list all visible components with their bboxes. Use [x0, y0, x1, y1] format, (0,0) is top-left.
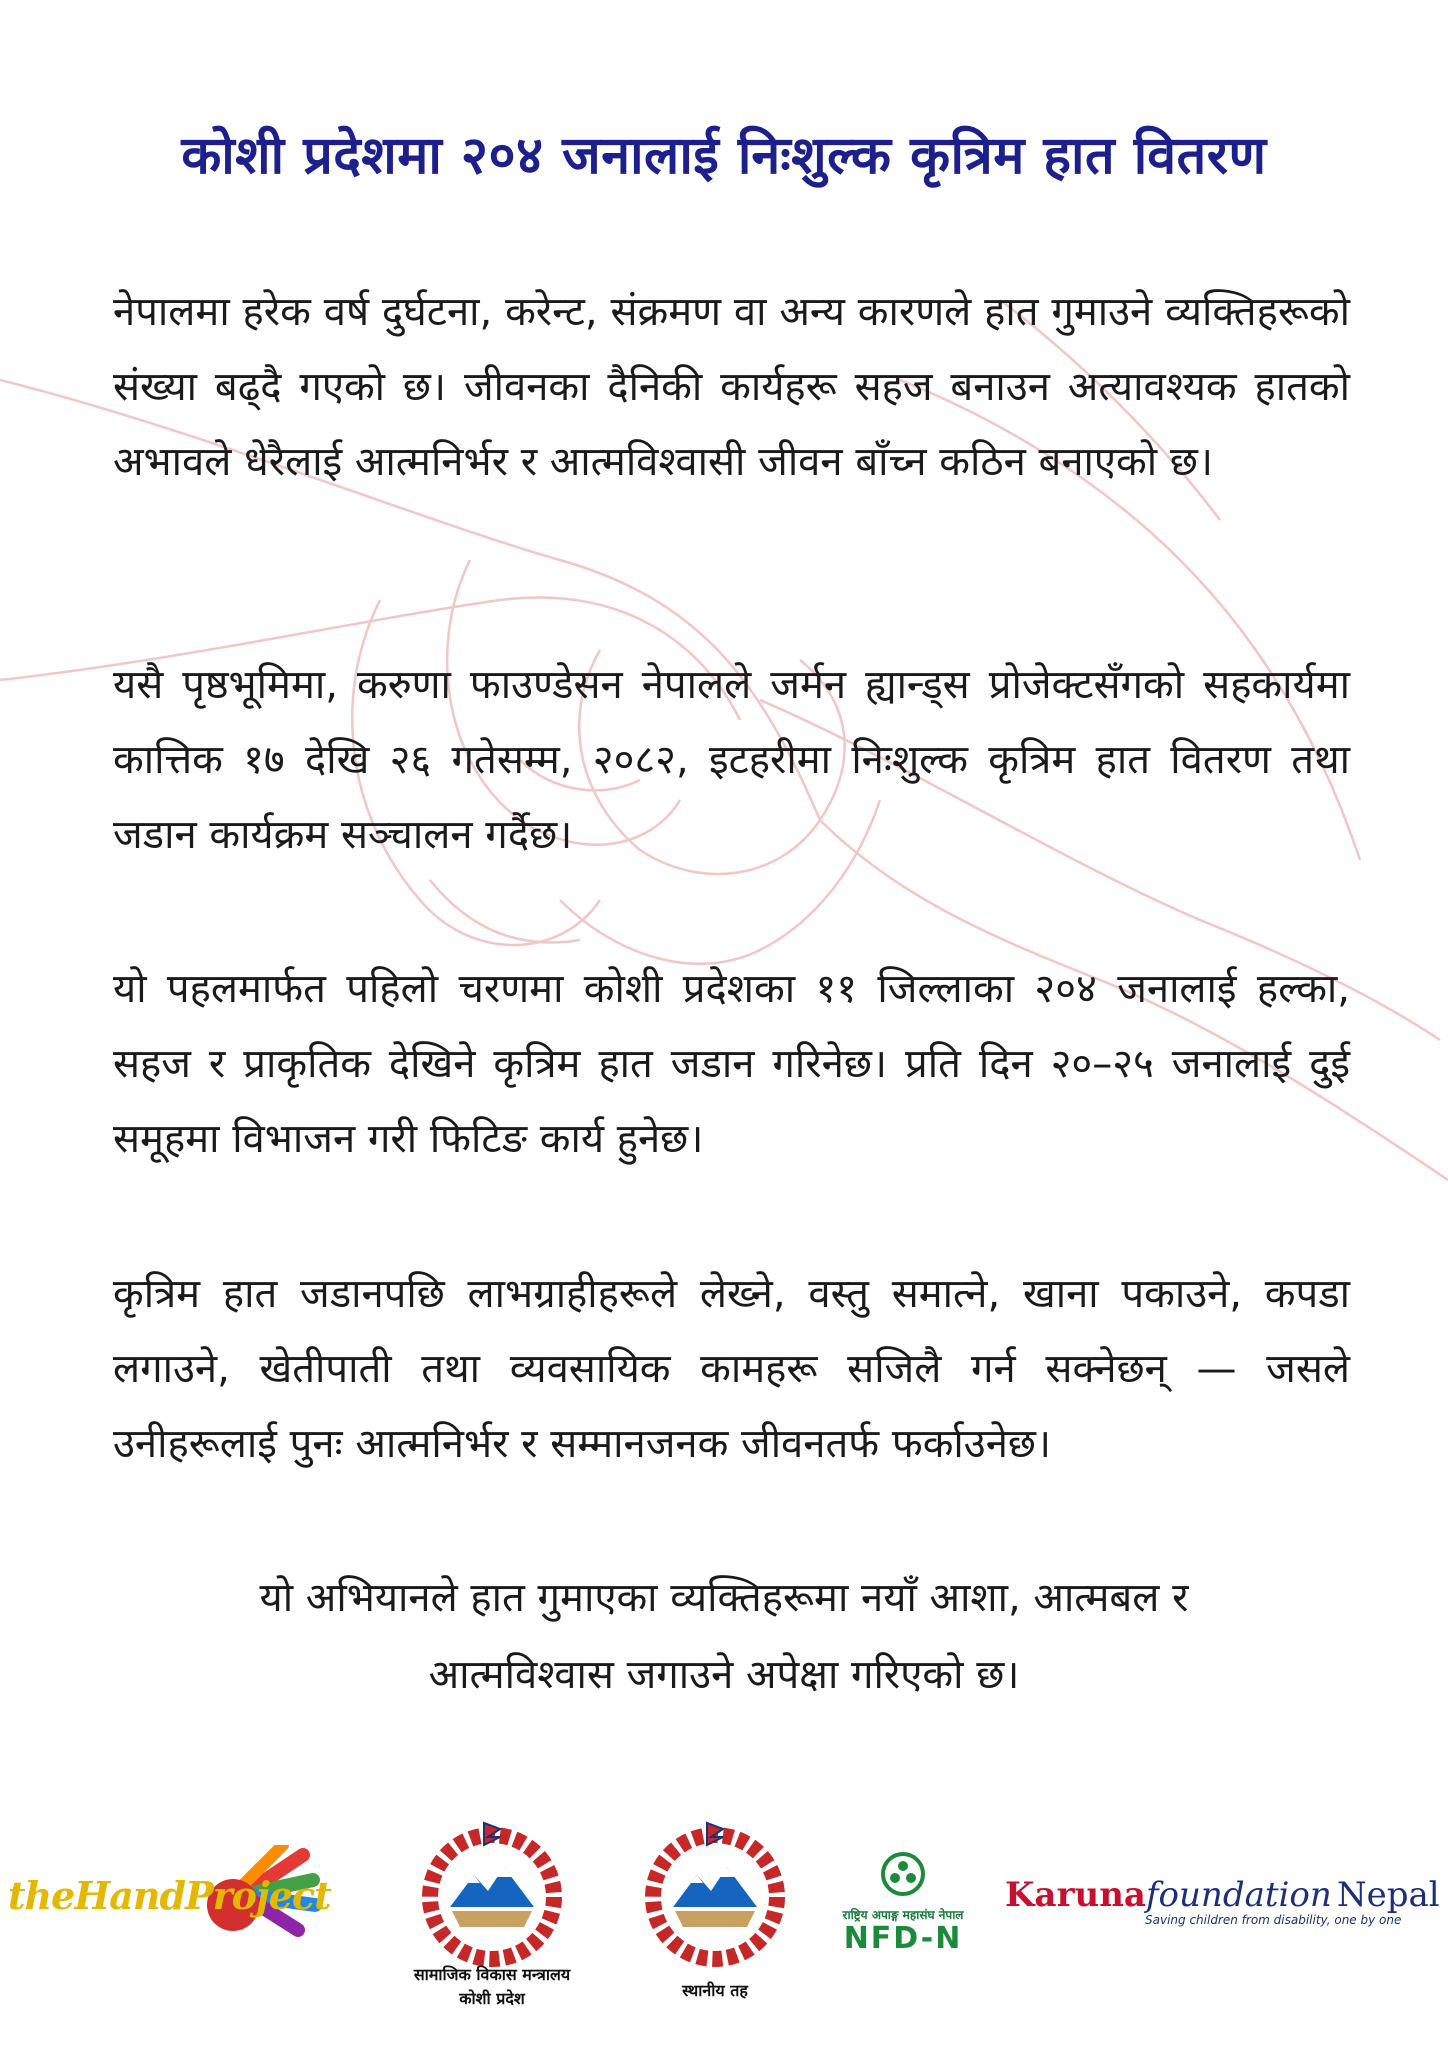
nepal-emblem-ministry [412, 1815, 572, 1975]
local-level-caption: स्थानीय तह [682, 1981, 748, 2000]
closing-statement [0, 1560, 1448, 1714]
paragraph-1: नेपालमा हरेक वर्ष दुर्घटना, करेन्ट, संक्रमण वा अन्य कारणले हात गुमाउने व्यक्तिहरूको संख्या बढ्दै गएको छ। जीवनका दैनिकी कार्यहरू सहज बनाउन अत्यावश्यक हातको अभावले धेरैलाई आत्मनिर्भर र आत्मविश्वासी जीवन बाँच्न कठिन बनाएको छ। [113, 289, 1350, 485]
nfd-full-name: राष्ट्रिय अपाङ्ग महासंघ नेपाल [842, 1908, 964, 1922]
closing-line-1: यो अभियानले हात गुमाएका व्यक्तिहरूमा नयाँ आशा, आत्मबल र [259, 1575, 1189, 1621]
government-emblem-icon [412, 1815, 572, 1975]
ministry-caption [382, 1963, 602, 2011]
paragraph-2: यसै पृष्ठभूमिमा, करुणा फाउण्डेसन नेपालले जर्मन ह्यान्ड्स प्रोजेक्टसँगको सहकार्यमा कात्तिक १७ देखि २६ गतेसम्म, २०८२, इटहरीमा निःशुल्क कृत्रिम हात वितरण तथा जडान कार्यक्रम सञ्चालन गर्दैछ। [113, 662, 1350, 858]
karuna-word: Karuna [1005, 1875, 1146, 1915]
foundation-word: foundation [1145, 1875, 1332, 1915]
closing-line-2: आत्मविश्वास जगाउने अपेक्षा गरिएको छ। [428, 1652, 1020, 1698]
partner-logos [0, 1815, 1448, 2048]
nepal-word: Nepal [1336, 1875, 1440, 1915]
paragraph-4: कृत्रिम हात जडानपछि लाभग्राहीहरूले लेख्ने, वस्तु समात्ने, खाना पकाउने, कपडा लगाउने, खेतीपाती तथा व्यवसायिक कामहरू सजिलै गर्न सक्नेछन् — जसले उनीहरूलाई पुनः आत्मनिर्भर र सम्मानजनक जीवनतर्फ फर्काउनेछ। [113, 1271, 1350, 1467]
province-name: कोशी प्रदेश [459, 1989, 525, 2008]
hand-project-logo [8, 1845, 363, 1945]
nfd-acronym: NFD-N [843, 1921, 963, 1956]
nfd-n-logo [828, 1850, 978, 1960]
karuna-foundation-logo [1005, 1875, 1445, 1955]
page-title: कोशी प्रदेशमा २०४ जनालाई निःशुल्क कृत्रिम हात वितरण [181, 126, 1267, 186]
karuna-tagline: Saving children from disability, one by one [1145, 1913, 1402, 1927]
ministry-name: सामाजिक विकास मन्त्रालय [413, 1965, 571, 1984]
nepal-emblem-local [635, 1815, 795, 1975]
nfd-emblem-icon [878, 1850, 928, 1898]
hand-project-wordmark: theHandProject [8, 1873, 331, 1918]
paragraph-3: यो पहलमार्फत पहिलो चरणमा कोशी प्रदेशका ११ जिल्लाका २०४ जनालाई हल्का, सहज र प्राकृतिक देखिने कृत्रिम हात जडान गरिनेछ। प्रति दिन २०–२५ जनालाई दुई समूहमा विभाजन गरी फिटिङ कार्य हुनेछ। [113, 966, 1350, 1162]
government-emblem-icon [635, 1815, 795, 1975]
